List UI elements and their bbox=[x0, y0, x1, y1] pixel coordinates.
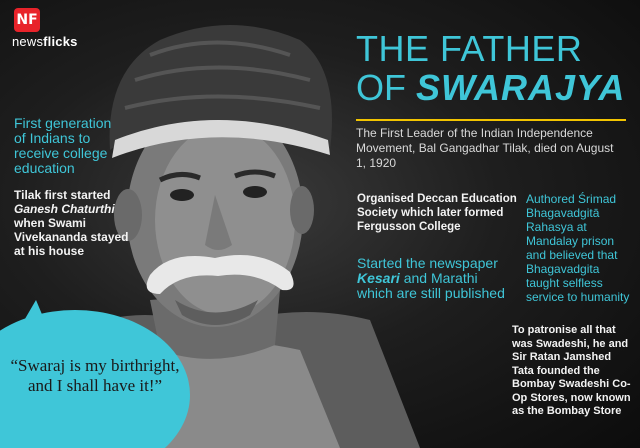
title-line-2 bbox=[356, 68, 625, 108]
fact-swadeshi-stores: To patronise all that was Swadeshi, he and Sir Ratan Jamshed Tata founded the Bombay Swadeshi Co-Op Stores, now known as the Bombay Store bbox=[512, 324, 631, 417]
fact-ganesh-chaturthi bbox=[14, 188, 138, 258]
brand-name bbox=[12, 34, 78, 49]
fact-deccan-education: Organised Deccan Education Society which later formed Fergusson College bbox=[357, 193, 517, 233]
brand-name-bold: flicks bbox=[43, 34, 78, 49]
quote-text: “Swaraj is my birthright, and I shall have it!” bbox=[10, 356, 180, 395]
fact-kesari-em: Kesari bbox=[357, 270, 400, 286]
title-line-1: THE FATHER bbox=[356, 28, 583, 69]
fact-ganesh-em: Ganesh Chaturthi bbox=[14, 202, 115, 216]
title-divider bbox=[356, 119, 626, 121]
title-emphasis: SWARAJYA bbox=[416, 67, 626, 108]
brand-name-regular: news bbox=[12, 34, 44, 49]
intro-text: The First Leader of the Indian Independence Movement, Bal Gangadhar Tilak, died on August 1, 1920 bbox=[356, 126, 614, 170]
fact-gita-rahasya: Authored Śrimad Bhagavadgitā Rahasya at Mandalay prison and believed that Bhagavadgita taught selfless service to humanity bbox=[526, 192, 630, 304]
brand-mark: NF bbox=[14, 8, 40, 32]
fact-kesari-pre: Started the newspaper bbox=[357, 255, 498, 271]
newsflicks-logo bbox=[12, 8, 78, 49]
title-line-2-prefix: OF bbox=[356, 67, 416, 108]
fact-kesari bbox=[357, 256, 507, 301]
fact-kesari-post: and Marathi which are still published bbox=[357, 270, 505, 301]
fact-college-education: First generation of Indians to receive college education bbox=[14, 115, 112, 176]
fact-ganesh-pre: Tilak first started bbox=[14, 188, 111, 202]
page-title bbox=[356, 30, 625, 108]
fact-ganesh-post: when Swami Vivekananda stayed at his house bbox=[14, 216, 129, 258]
